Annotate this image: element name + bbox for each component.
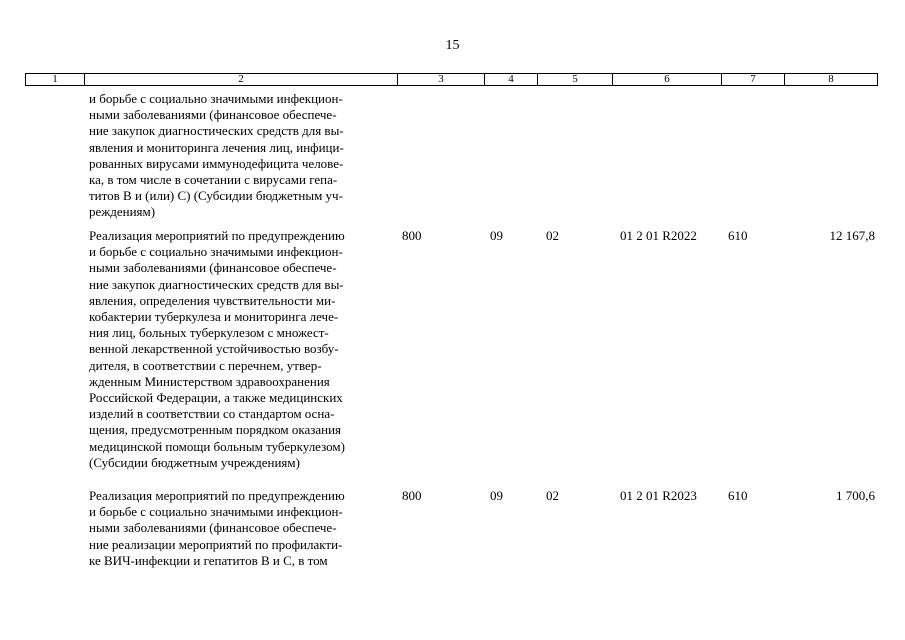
row-code-col4: 09 [490, 488, 503, 503]
row-code-col7: 610 [728, 488, 748, 503]
column-header-2: 2 [85, 74, 398, 85]
page-number: 15 [445, 38, 460, 53]
row-code-col3: 800 [402, 228, 422, 243]
column-header-1: 1 [26, 74, 85, 85]
table-header [25, 73, 878, 86]
row-amount: 12 167,8 [829, 228, 875, 243]
column-header-4: 4 [485, 74, 538, 85]
column-header-8: 8 [828, 74, 834, 85]
column-header-3: 3 [398, 74, 485, 85]
row-code-col4: 09 [490, 228, 503, 243]
row-code-col6: 01 2 01 R2022 [620, 228, 697, 243]
column-header-5: 5 [538, 74, 613, 85]
row-code-col5: 02 [546, 228, 559, 243]
column-header-6: 6 [613, 74, 722, 85]
row-code-col7: 610 [728, 228, 748, 243]
row-description: и борьбе с социально значимыми инфекцион- ными заболеваниями (финансовое обеспече- ние закупок диагностических средств для вы- явления и мониторинга лечения лиц, инфици- рованных вирусами иммунодефицита челове- ка, в том числе в сочетании с вирусами гепа- титов В и (или) С) (Субсидии бюджетным уч- реждениям) [89, 91, 344, 220]
column-header-7: 7 [722, 74, 785, 85]
row-amount: 1 700,6 [836, 488, 875, 503]
row-code-col6: 01 2 01 R2023 [620, 488, 697, 503]
row-code-col3: 800 [402, 488, 422, 503]
row-description: Реализация мероприятий по предупреждению и борьбе с социально значимыми инфекцион- ными заболеваниями (финансовое обеспече- ние реализации мероприятий по профилакти- ке ВИЧ-инфекции и гепатитов В и С, в том [89, 488, 345, 568]
row-description: Реализация мероприятий по предупреждению и борьбе с социально значимыми инфекцион- ными заболеваниями (финансовое обеспече- ние закупок диагностических средств для вы- явления, определения чувствительности ми- кобактерии туберкулеза и мониторинга лече- ния лиц, больных туберкулезом с множест- венной лекарственной устойчивостью возбу- дителя, в соответствии с перечнем, утвер- жденным Министерством здравоохранения Российской Федерации, а также медицинских изделий в соответствии со стандартом осна- щения, предусмотренным порядком оказания медицинской помощи больным туберкулезом) (Субсидии бюджетным учреждениям) [89, 228, 345, 470]
row-code-col5: 02 [546, 488, 559, 503]
